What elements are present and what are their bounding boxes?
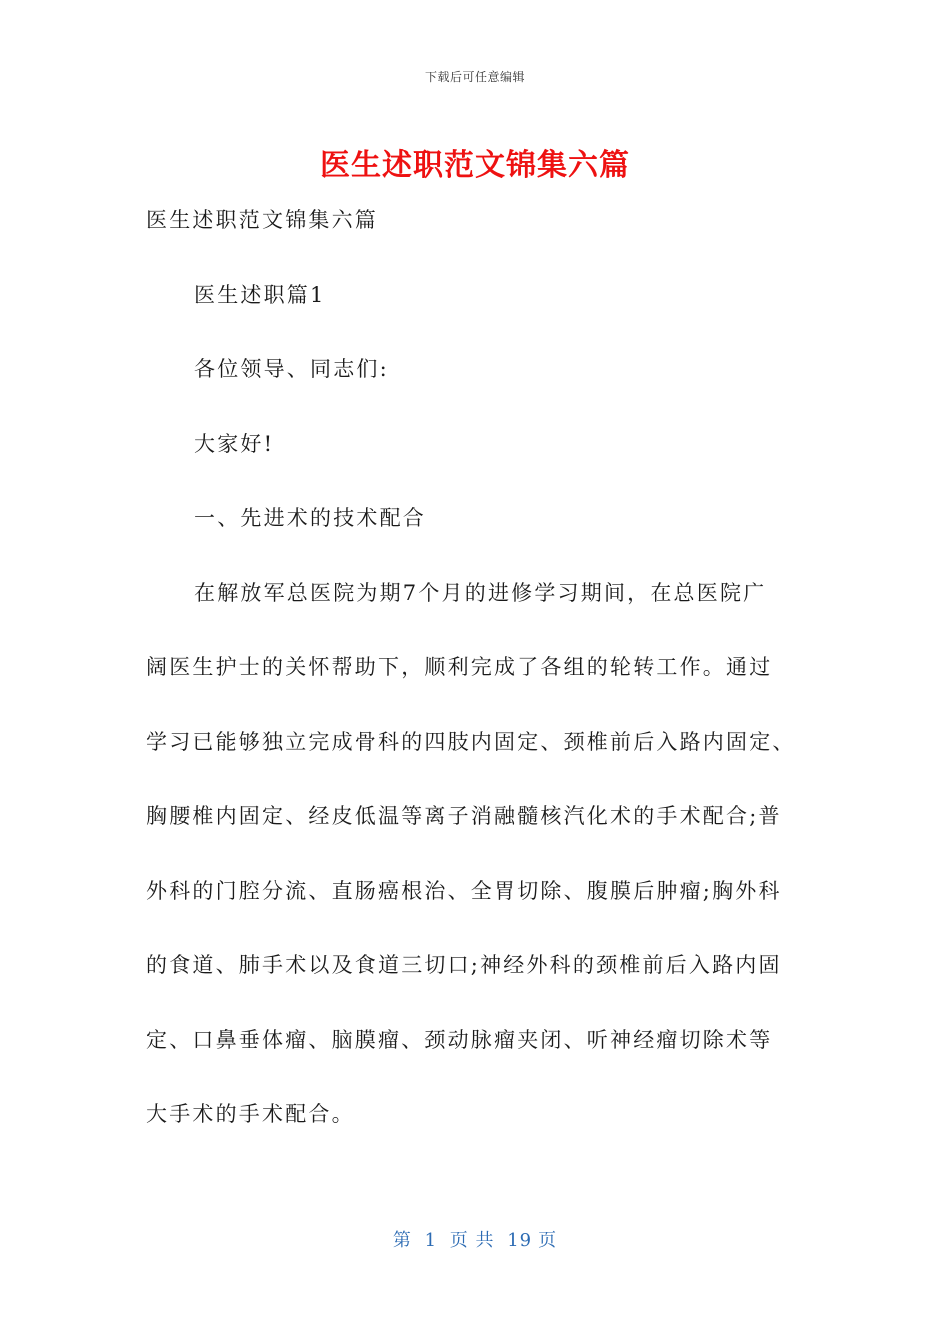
footer-suffix: 页: [538, 1230, 558, 1251]
paragraph-line: 阔医生护士的关怀帮助下，顺利完成了各组的轮转工作。通过: [146, 655, 773, 679]
footer-page-number: 1: [424, 1230, 438, 1251]
subtitle-line: 医生述职范文锦集六篇: [146, 208, 378, 232]
subsection-heading: 一、先进术的技术配合: [194, 506, 426, 530]
footer-prefix: 第: [392, 1230, 412, 1251]
paragraph-line: 学习已能够独立完成骨科的四肢内固定、颈椎前后入路内固定、: [146, 729, 796, 754]
footer-mid: 页 共: [449, 1230, 495, 1251]
paragraph-line: 在解放军总医院为期7个月的进修学习期间，在总医院广: [194, 580, 767, 605]
paragraph-line: 外科的门腔分流、直肠癌根治、全胃切除、腹膜后肿瘤;胸外科: [146, 878, 782, 903]
document-body: [146, 198, 806, 1167]
section-heading: 医生述职篇1: [194, 282, 326, 307]
salutation: 各位领导、同志们:: [194, 357, 389, 381]
page-footer: [0, 1226, 950, 1252]
greeting: 大家好!: [194, 431, 275, 456]
document-title: 医生述职范文锦集六篇: [320, 148, 630, 183]
paragraph-line: 大手术的手术配合。: [146, 1102, 355, 1126]
header-note: 下载后可任意编辑: [424, 70, 525, 84]
footer-total-pages: 19: [507, 1230, 533, 1251]
paragraph-line: 定、口鼻垂体瘤、脑膜瘤、颈动脉瘤夹闭、听神经瘤切除术等: [146, 1027, 773, 1052]
paragraph-line: 胸腰椎内固定、经皮低温等离子消融髓核汽化术的手术配合;普: [146, 804, 782, 828]
paragraph-line: 的食道、肺手术以及食道三切口;神经外科的颈椎前后入路内固: [146, 953, 782, 977]
